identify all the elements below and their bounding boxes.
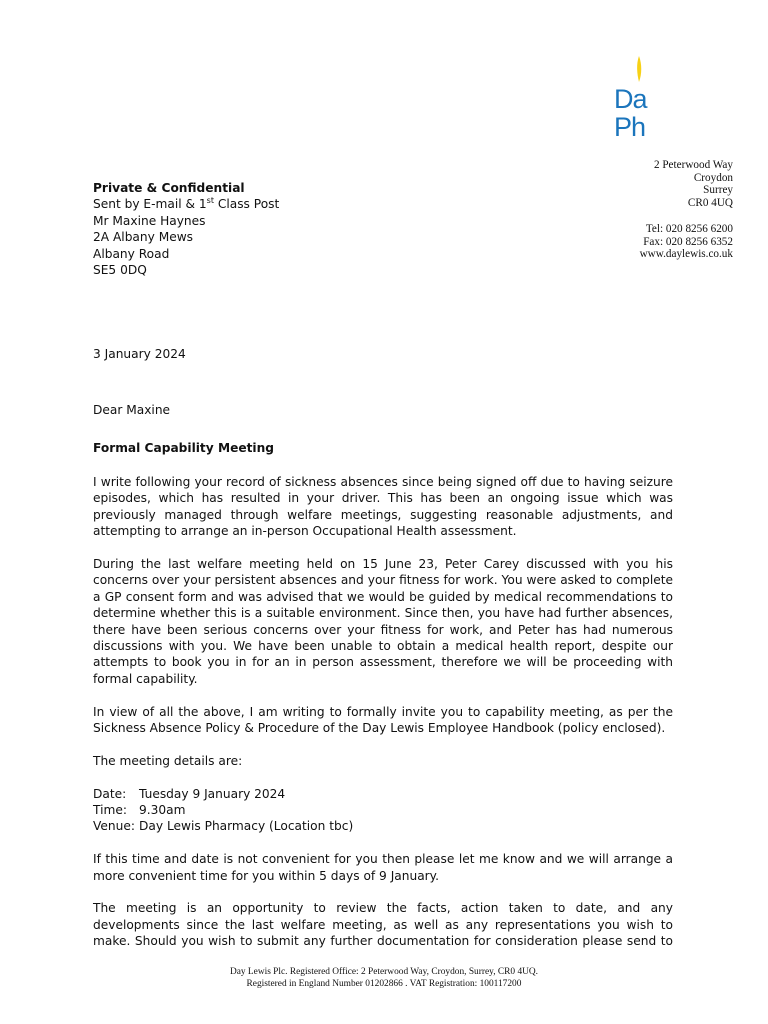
recipient-name: Mr Maxine Haynes [93, 213, 206, 228]
confidential-marking: Private & Confidential [93, 181, 245, 195]
company-website: www.daylewis.co.uk [639, 248, 733, 261]
flame-icon [636, 56, 642, 82]
delivery-method-suffix: Class Post [213, 197, 280, 212]
meeting-detail-row [93, 818, 673, 834]
footer-line: Day Lewis Plc. Registered Office: 2 Peterwood Way, Croydon, Surrey, CR0 4UQ. [229, 967, 539, 977]
delivery-method-prefix: Sent by E-mail & 1 [93, 197, 207, 212]
body-paragraph: The meeting is an opportunity to review the facts, action taken to date, and any developments since the last welfare meeting, as well as any representations you wish to make. Should you wish to submit any further documentation for consideration please send to [93, 901, 673, 949]
body-paragraph: In view of all the above, I am writing to formally invite you to capability meeting, as per the Sickness Absence Policy & Procedure of the Day Lewis Employee Handbook (policy enclosed). [93, 704, 673, 736]
meeting-detail-label: Time: [93, 803, 127, 818]
company-address-line: CR0 4UQ [687, 196, 733, 209]
meeting-detail-label: Date: [93, 786, 127, 801]
company-logo [612, 52, 652, 142]
meeting-detail-row [93, 786, 673, 802]
delivery-method [93, 196, 279, 212]
company-address-line: Surrey [703, 184, 733, 197]
meeting-detail-label: Venue: [93, 819, 135, 834]
meeting-detail-value: Day Lewis Pharmacy (Location tbc) [139, 819, 354, 834]
logo-text-line-1: Da [614, 84, 647, 114]
meeting-detail-value: 9.30am [139, 803, 186, 818]
recipient-address-line: 2A Albany Mews [93, 230, 194, 245]
company-address-line: 2 Peterwood Way [653, 159, 733, 171]
meeting-detail-row [93, 802, 673, 818]
body-paragraph: I write following your record of sickness absences since being signed off due to having seizure episodes, which has resulted in your driver. This has been an ongoing issue which was previously managed through welfare meetings, suggesting reasonable adjustments, and attempting to arrange an in-person Occupational Health assessment. [93, 475, 673, 539]
footer-line: Registered in England Number 01202866 . VAT Registration: 100117200 [246, 979, 522, 989]
company-fax: Fax: 020 8256 6352 [643, 235, 733, 248]
letter-subject: Formal Capability Meeting [93, 441, 275, 455]
body-paragraph: The meeting details are: [93, 753, 243, 768]
salutation: Dear Maxine [93, 403, 171, 417]
company-contact [640, 223, 733, 261]
company-telephone: Tel: 020 8256 6200 [645, 223, 733, 235]
meeting-details [93, 786, 673, 835]
logo-text-line-2: Ph [614, 112, 646, 142]
recipient-address-line: Albany Road [93, 246, 170, 261]
company-address-line: Croydon [693, 171, 733, 184]
body-paragraph: If this time and date is not convenient for you then please let me know and we will arrange a more convenient time for you within 5 days of 9 January. [93, 852, 673, 883]
body-paragraph: During the last welfare meeting held on 15 June 23, Peter Carey discussed with you his concerns over your persistent absences and your fitness for work. You were asked to complete a GP consent form and was advised that we would be guided by medical recommendations to determine whether this is a suitable environment. Since then, you have had further absences, there have been serious concerns over your fitness for work, and Peter has had numerous discussions with you. We have been unable to obtain a medical health report, despite our attempts to book you in for an in person assessment, therefore we will be proceeding with formal capability. [93, 557, 673, 686]
delivery-method-superscript: st [206, 196, 214, 206]
meeting-detail-value: Tuesday 9 January 2024 [139, 786, 286, 801]
recipient-block [93, 180, 279, 278]
company-address [654, 159, 733, 209]
registered-office-footer [0, 966, 768, 990]
recipient-address-line: SE5 0DQ [93, 263, 147, 278]
letter-body [93, 474, 673, 966]
letter-date: 3 January 2024 [93, 347, 186, 361]
